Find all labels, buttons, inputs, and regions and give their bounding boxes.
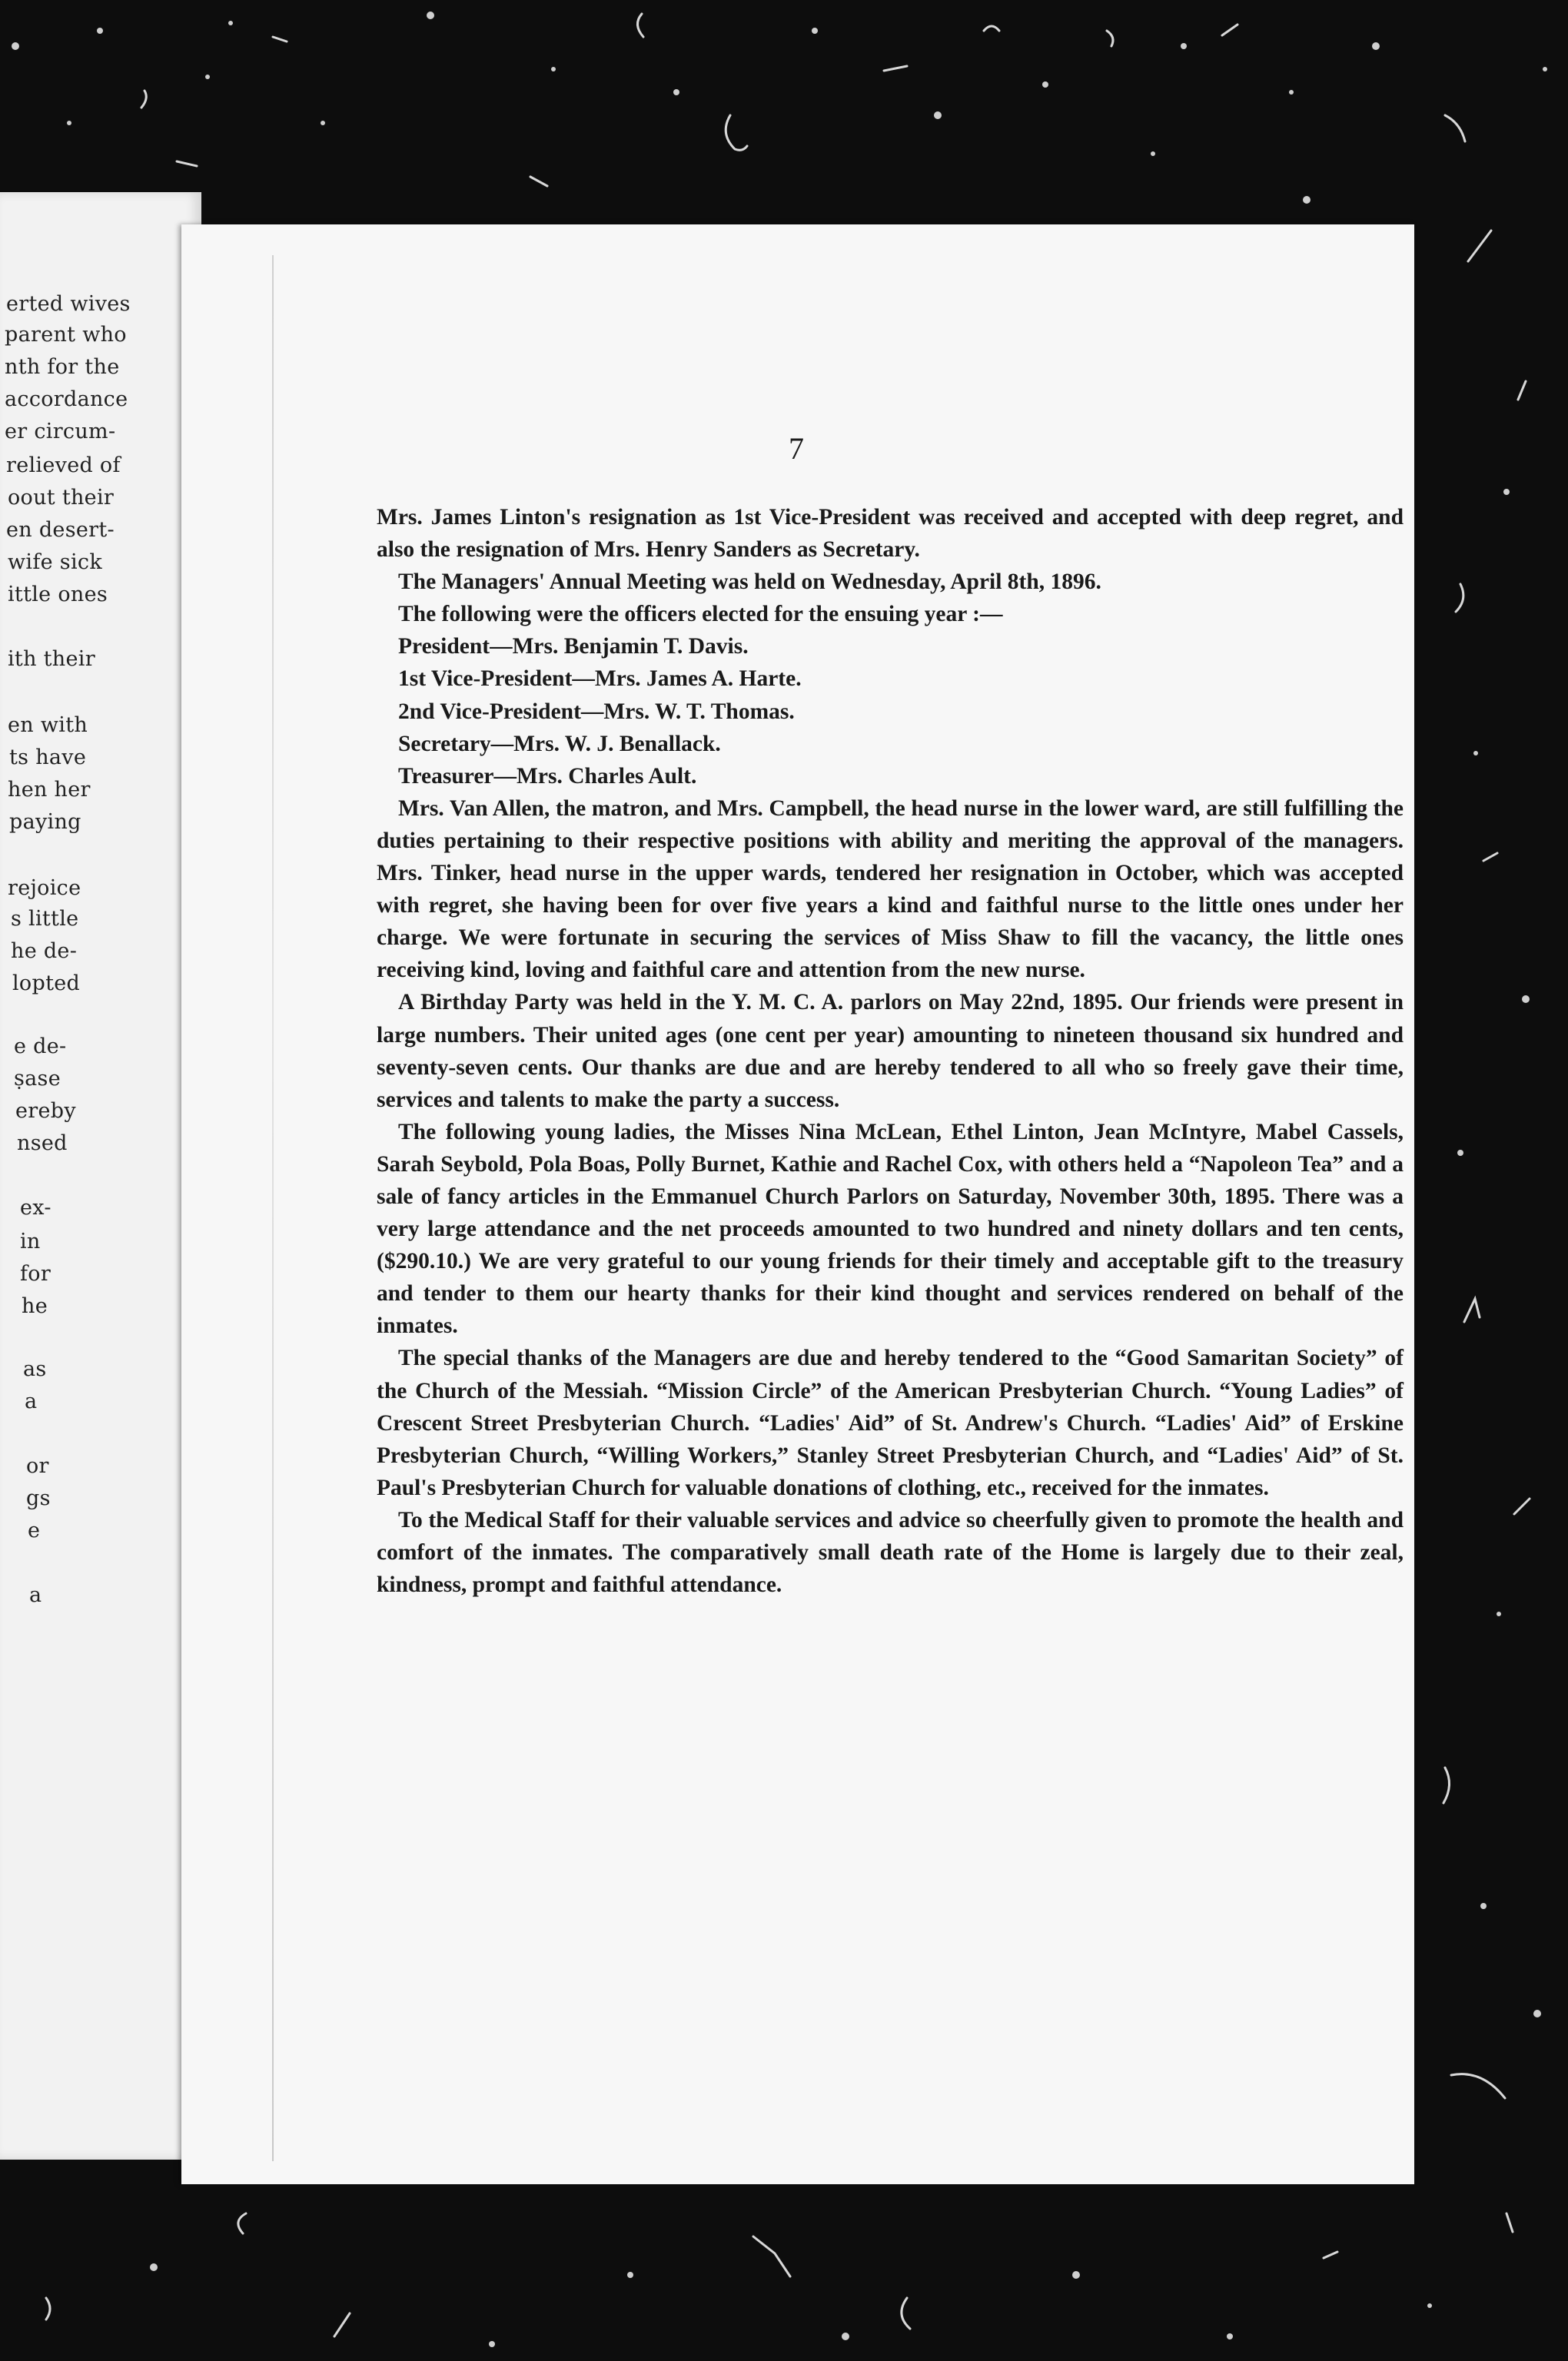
dust-scratch bbox=[984, 26, 999, 31]
left-page-fragment: he de- bbox=[11, 939, 78, 963]
officer-treasurer: Treasurer—Mrs. Charles Ault. bbox=[398, 763, 697, 789]
left-page-fragment: erted wives bbox=[6, 292, 131, 316]
dust-speck bbox=[1503, 489, 1510, 495]
left-page-fragment: or bbox=[26, 1454, 49, 1478]
dust-scratch bbox=[530, 177, 547, 186]
dust-speck bbox=[1473, 751, 1478, 755]
paragraph-birthday-party: A Birthday Party was held in the Y. M. C. A. parlors on May 22nd, 1895. Our friends were present in large numbers. Their united ages (one cent per year) amounting to nineteen thousand six hundred and seventy-seven cents. Our thanks are due and are hereby tendered to all who so freely gave their time, services and talents to make the party a success. bbox=[377, 990, 1404, 1112]
left-page-fragment: s little bbox=[11, 907, 79, 931]
left-page-fragment: er circum- bbox=[5, 420, 116, 443]
dust-speck bbox=[627, 2272, 633, 2278]
dust-speck bbox=[489, 2341, 495, 2347]
dust-speck bbox=[67, 121, 71, 125]
dust-speck bbox=[1151, 151, 1155, 156]
left-page-fragment: ex- bbox=[20, 1196, 51, 1220]
dust-scratch bbox=[1514, 1499, 1530, 1514]
dust-speck bbox=[1072, 2271, 1080, 2279]
dust-scratch bbox=[141, 91, 146, 108]
dust-scratch bbox=[637, 14, 643, 37]
paragraph-napoleon-tea: The following young ladies, the Misses Nina McLean, Ethel Linton, Jean McIntyre, Mabel Cassels, Sarah Seybold, Pola Boas, Polly Burnet, Kathie and Rachel Cox, with others held a “Napoleon Tea” and a sale of fancy articles in the Emmanuel Church Parlors on Saturday, November 30th, 1895. There was a very large attendance and the net proceeds amounted to two hundred and ninety dollars and ten cents, ($290.10.) We are very grateful to our young friends for their timely and acceptable gift to the treasury and tender to them our hearty thanks for their kind thought and services rendered on behalf of the inmates. bbox=[377, 1119, 1404, 1339]
dust-speck bbox=[842, 2333, 849, 2340]
dust-speck bbox=[1303, 196, 1311, 204]
dust-scratch bbox=[726, 115, 747, 150]
dust-speck bbox=[1427, 2303, 1432, 2308]
left-page-fragment: wife sick bbox=[8, 550, 102, 574]
dust-scratch bbox=[884, 66, 907, 71]
dust-scratch bbox=[334, 2313, 350, 2336]
dust-scratch bbox=[753, 2236, 790, 2276]
left-page-fragment: ereby bbox=[15, 1099, 76, 1123]
dust-scratch bbox=[1222, 25, 1237, 35]
dust-speck bbox=[1497, 1612, 1501, 1616]
dust-speck bbox=[97, 28, 103, 34]
paragraph-medical-staff: To the Medical Staff for their valuable services and advice so cheerfully given to promote the health and comfort of the inmates. The comparatively small death rate of the Home is largely due to their zeal, kindness, prompt and faithful attendance. bbox=[377, 1507, 1404, 1598]
left-page-fragment: e bbox=[28, 1519, 41, 1542]
left-page-fragment: hen her bbox=[8, 778, 91, 802]
left-page-fragment: relieved of bbox=[6, 453, 121, 477]
left-page-fragment: en with bbox=[8, 713, 88, 737]
dust-speck bbox=[12, 42, 19, 50]
dust-scratch bbox=[1324, 2252, 1337, 2258]
dust-scratch bbox=[1507, 2213, 1513, 2232]
dust-scratch bbox=[1107, 31, 1113, 46]
left-page-fragment: paying bbox=[9, 810, 81, 834]
dust-scratch bbox=[1445, 115, 1465, 141]
dust-speck bbox=[150, 2263, 158, 2271]
page-gutter-fold bbox=[272, 255, 274, 2161]
officer-president: President—Mrs. Benjamin T. Davis. bbox=[398, 634, 749, 659]
dust-speck bbox=[1480, 1903, 1487, 1909]
left-page-fragment: accordance bbox=[5, 387, 128, 411]
dust-speck bbox=[812, 28, 818, 34]
dust-speck bbox=[934, 111, 942, 119]
dust-scratch bbox=[1456, 584, 1463, 612]
paragraph-resignations: Mrs. James Linton's resignation as 1st Vice-President was received and accepted with deep regret, and also the resignation of Mrs. Henry Sanders as Secretary. bbox=[377, 505, 1404, 563]
dust-scratch bbox=[1483, 853, 1497, 861]
officer-second-vice-president: 2nd Vice-President—Mrs. W. T. Thomas. bbox=[398, 699, 795, 724]
dust-scratch bbox=[177, 161, 197, 166]
left-facing-page bbox=[0, 192, 201, 2160]
left-page-fragment: ith their bbox=[8, 647, 95, 671]
officer-first-vice-president: 1st Vice-President—Mrs. James A. Harte. bbox=[398, 666, 802, 692]
dust-speck bbox=[1289, 90, 1294, 95]
dust-scratch bbox=[46, 2298, 50, 2319]
officer-secretary: Secretary—Mrs. W. J. Benallack. bbox=[398, 731, 721, 756]
left-page-fragment: parent who bbox=[5, 323, 127, 347]
dust-speck bbox=[1533, 2010, 1541, 2017]
left-page-fragment: nsed bbox=[17, 1131, 68, 1155]
left-page-fragment: ts have bbox=[9, 745, 87, 769]
left-page-fragment: oout their bbox=[8, 486, 115, 510]
dust-speck bbox=[673, 89, 679, 95]
dust-speck bbox=[1372, 42, 1380, 50]
dust-speck bbox=[1227, 2333, 1233, 2339]
right-page bbox=[181, 224, 1414, 2184]
paragraph-special-thanks: The special thanks of the Managers are due and hereby tendered to the “Good Samaritan Society” of the Church of the Messiah. “Mission Circle” of the American Presbyterian Church. “Young Ladies” of Crescent Street Presbyterian Church. “Ladies' Aid” of St. Andrew's Church. “Ladies' Aid” of Erskine Presbyterian Church, “Willing Workers,” Stanley Street Presbyterian Church, and “Ladies' Aid” of St. Paul's Presbyterian Church for valuable donations of clothing, etc., received for the inmates. bbox=[377, 1346, 1404, 1500]
dust-scratch bbox=[902, 2298, 910, 2329]
dust-speck bbox=[205, 75, 210, 79]
dust-scratch bbox=[1464, 1299, 1480, 1322]
dust-speck bbox=[228, 21, 233, 25]
dust-scratch bbox=[273, 37, 287, 42]
dust-speck bbox=[321, 121, 325, 125]
dust-scratch bbox=[238, 2213, 246, 2233]
dust-scratch bbox=[1443, 1768, 1450, 1803]
paragraph-annual-meeting: The Managers' Annual Meeting was held on Wednesday, April 8th, 1896. bbox=[398, 569, 1101, 595]
left-page-fragment: ṣase bbox=[14, 1067, 61, 1091]
page-number: 7 bbox=[789, 431, 804, 466]
dust-speck bbox=[427, 12, 434, 19]
left-page-fragment: ittle ones bbox=[8, 583, 108, 606]
paragraph-officers-intro: The following were the officers elected for the ensuing year :— bbox=[398, 602, 1003, 627]
left-page-fragment: e de- bbox=[14, 1034, 67, 1058]
dust-speck bbox=[551, 67, 556, 71]
report-body bbox=[377, 501, 1404, 1601]
dust-speck bbox=[1543, 67, 1547, 71]
left-page-fragment: a bbox=[25, 1390, 38, 1413]
left-page-fragment: gs bbox=[26, 1486, 51, 1510]
paragraph-staff: Mrs. Van Allen, the matron, and Mrs. Campbell, the head nurse in the lower ward, are still fulfilling the duties pertaining to their respective positions with ability and meriting the approval of the managers. Mrs. Tinker, head nurse in the upper wards, tendered her resignation in October, which was accepted with regret, she having been for over five years a kind and faithful nurse to the little ones under her charge. We were fortunate in securing the services of Miss Shaw to fill the vacancy, the little ones receiving kind, loving and faithful care and attention from the new nurse. bbox=[377, 795, 1404, 983]
dust-speck bbox=[1042, 81, 1048, 88]
left-page-fragment: as bbox=[23, 1357, 47, 1381]
dust-scratch bbox=[1518, 381, 1526, 400]
dust-scratch bbox=[1468, 231, 1491, 261]
left-page-fragment: in bbox=[20, 1230, 41, 1254]
dust-speck bbox=[1181, 43, 1187, 49]
left-page-fragment: he bbox=[22, 1294, 48, 1318]
left-page-fragment: nth for the bbox=[5, 355, 120, 379]
dust-speck bbox=[1522, 995, 1530, 1003]
left-page-fragment: en desert- bbox=[6, 518, 115, 542]
dust-speck bbox=[1457, 1150, 1463, 1156]
left-page-fragment: lopted bbox=[12, 971, 81, 995]
left-page-fragment: for bbox=[20, 1262, 51, 1286]
dust-scratch bbox=[1451, 2074, 1505, 2098]
left-page-fragment: rejoice bbox=[8, 876, 81, 900]
left-page-fragment: a bbox=[29, 1583, 42, 1607]
